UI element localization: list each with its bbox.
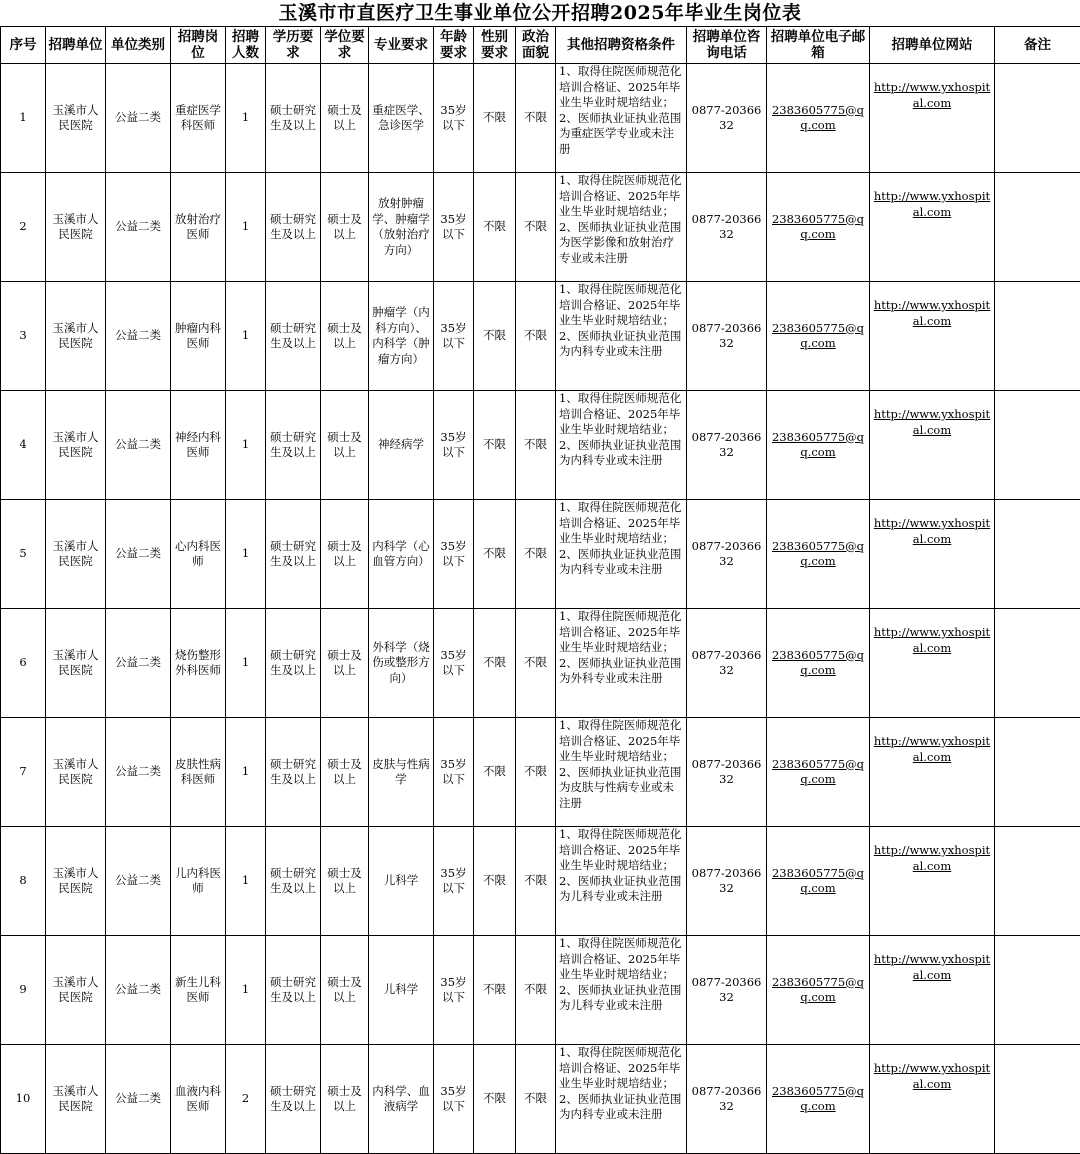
cell-count: 1 — [226, 827, 266, 936]
cell-politics: 不限 — [516, 391, 556, 500]
cell-unit: 玉溪市人民医院 — [46, 609, 106, 718]
cell-post: 重症医学科医师 — [171, 64, 226, 173]
header-major: 专业要求 — [369, 27, 434, 64]
cell-note — [995, 936, 1080, 1045]
cell-degree: 硕士及以上 — [321, 391, 369, 500]
email-link[interactable]: 2383605775@qq.com — [772, 866, 864, 896]
cell-major: 内科学（心血管方向） — [369, 500, 434, 609]
cell-phone: 0877-2036632 — [687, 64, 767, 173]
header-gender: 性别要求 — [474, 27, 516, 64]
cell-politics: 不限 — [516, 718, 556, 827]
cell-phone: 0877-2036632 — [687, 282, 767, 391]
cell-politics: 不限 — [516, 827, 556, 936]
cell-website — [870, 609, 995, 718]
cell-no: 10 — [1, 1045, 46, 1154]
cell-website — [870, 827, 995, 936]
cell-politics: 不限 — [516, 1045, 556, 1154]
cell-age: 35岁以下 — [434, 718, 474, 827]
cell-no: 9 — [1, 936, 46, 1045]
cell-email — [767, 936, 870, 1045]
cell-category: 公益二类 — [106, 936, 171, 1045]
cell-email — [767, 500, 870, 609]
header-phone: 招聘单位咨询电话 — [687, 27, 767, 64]
header-post: 招聘岗位 — [171, 27, 226, 64]
cell-gender: 不限 — [474, 827, 516, 936]
cell-major: 皮肤与性病学 — [369, 718, 434, 827]
email-link[interactable]: 2383605775@qq.com — [772, 757, 864, 787]
cell-category: 公益二类 — [106, 827, 171, 936]
table-body — [1, 64, 1080, 1154]
cell-category: 公益二类 — [106, 64, 171, 173]
cell-count: 1 — [226, 609, 266, 718]
cell-email — [767, 391, 870, 500]
cell-major: 神经病学 — [369, 391, 434, 500]
email-link[interactable]: 2383605775@qq.com — [772, 103, 864, 133]
email-link[interactable]: 2383605775@qq.com — [772, 321, 864, 351]
cell-post: 新生儿科医师 — [171, 936, 226, 1045]
website-link[interactable]: http://www.yxhospital.com — [874, 80, 990, 110]
cell-degree: 硕士及以上 — [321, 609, 369, 718]
cell-category: 公益二类 — [106, 282, 171, 391]
cell-unit: 玉溪市人民医院 — [46, 936, 106, 1045]
header-seq: 序号 — [1, 27, 46, 64]
cell-phone: 0877-2036632 — [687, 173, 767, 282]
cell-website — [870, 64, 995, 173]
cell-count: 1 — [226, 500, 266, 609]
website-link[interactable]: http://www.yxhospital.com — [874, 1061, 990, 1091]
cell-gender: 不限 — [474, 64, 516, 173]
table-row — [1, 718, 1080, 827]
cell-major: 外科学（烧伤或整形方向） — [369, 609, 434, 718]
website-link[interactable]: http://www.yxhospital.com — [874, 407, 990, 437]
email-link[interactable]: 2383605775@qq.com — [772, 430, 864, 460]
cell-no: 4 — [1, 391, 46, 500]
cell-education: 硕士研究生及以上 — [266, 827, 321, 936]
cell-unit: 玉溪市人民医院 — [46, 173, 106, 282]
cell-education: 硕士研究生及以上 — [266, 173, 321, 282]
cell-gender: 不限 — [474, 1045, 516, 1154]
cell-age: 35岁以下 — [434, 1045, 474, 1154]
cell-politics: 不限 — [516, 500, 556, 609]
table-row — [1, 64, 1080, 173]
cell-category: 公益二类 — [106, 500, 171, 609]
cell-age: 35岁以下 — [434, 827, 474, 936]
email-link[interactable]: 2383605775@qq.com — [772, 539, 864, 569]
table-header-row — [1, 27, 1080, 64]
cell-no: 8 — [1, 827, 46, 936]
cell-conditions: 1、取得住院医师规范化培训合格证、2025年毕业生毕业时规培结业；2、医师执业证执业范围为内科专业或未注册 — [556, 1045, 687, 1154]
cell-email — [767, 64, 870, 173]
cell-conditions: 1、取得住院医师规范化培训合格证、2025年毕业生毕业时规培结业；2、医师执业证执业范围为内科专业或未注册 — [556, 391, 687, 500]
cell-email — [767, 173, 870, 282]
cell-category: 公益二类 — [106, 391, 171, 500]
header-category: 单位类别 — [106, 27, 171, 64]
header-conditions: 其他招聘资格条件 — [556, 27, 687, 64]
cell-gender: 不限 — [474, 609, 516, 718]
table-row — [1, 391, 1080, 500]
cell-category: 公益二类 — [106, 718, 171, 827]
cell-email — [767, 609, 870, 718]
cell-gender: 不限 — [474, 718, 516, 827]
cell-post: 皮肤性病科医师 — [171, 718, 226, 827]
cell-unit: 玉溪市人民医院 — [46, 1045, 106, 1154]
cell-category: 公益二类 — [106, 1045, 171, 1154]
cell-note — [995, 609, 1080, 718]
cell-note — [995, 282, 1080, 391]
cell-website — [870, 282, 995, 391]
cell-education: 硕士研究生及以上 — [266, 282, 321, 391]
cell-conditions: 1、取得住院医师规范化培训合格证、2025年毕业生毕业时规培结业；2、医师执业证执业范围为内科专业或未注册 — [556, 282, 687, 391]
cell-education: 硕士研究生及以上 — [266, 391, 321, 500]
cell-education: 硕士研究生及以上 — [266, 936, 321, 1045]
website-link[interactable]: http://www.yxhospital.com — [874, 189, 990, 219]
cell-no: 7 — [1, 718, 46, 827]
cell-count: 1 — [226, 936, 266, 1045]
cell-age: 35岁以下 — [434, 391, 474, 500]
cell-politics: 不限 — [516, 936, 556, 1045]
cell-major: 放射肿瘤学、肿瘤学（放射治疗方向） — [369, 173, 434, 282]
cell-note — [995, 391, 1080, 500]
cell-degree: 硕士及以上 — [321, 1045, 369, 1154]
cell-phone: 0877-2036632 — [687, 391, 767, 500]
cell-unit: 玉溪市人民医院 — [46, 827, 106, 936]
header-education: 学历要求 — [266, 27, 321, 64]
cell-post: 血液内科医师 — [171, 1045, 226, 1154]
cell-education: 硕士研究生及以上 — [266, 64, 321, 173]
cell-website — [870, 718, 995, 827]
cell-email — [767, 718, 870, 827]
email-link[interactable]: 2383605775@qq.com — [772, 975, 864, 1005]
cell-post: 烧伤整形外科医师 — [171, 609, 226, 718]
cell-unit: 玉溪市人民医院 — [46, 391, 106, 500]
cell-note — [995, 500, 1080, 609]
cell-email — [767, 1045, 870, 1154]
cell-phone: 0877-2036632 — [687, 500, 767, 609]
cell-gender: 不限 — [474, 391, 516, 500]
website-link[interactable]: http://www.yxhospital.com — [874, 516, 990, 546]
cell-politics: 不限 — [516, 282, 556, 391]
cell-degree: 硕士及以上 — [321, 64, 369, 173]
website-link[interactable]: http://www.yxhospital.com — [874, 298, 990, 328]
cell-gender: 不限 — [474, 282, 516, 391]
cell-email — [767, 827, 870, 936]
website-link[interactable]: http://www.yxhospital.com — [874, 625, 990, 655]
cell-age: 35岁以下 — [434, 609, 474, 718]
cell-conditions: 1、取得住院医师规范化培训合格证、2025年毕业生毕业时规培结业；2、医师执业证执业范围为儿科专业或未注册 — [556, 827, 687, 936]
header-website: 招聘单位网站 — [870, 27, 995, 64]
cell-conditions: 1、取得住院医师规范化培训合格证、2025年毕业生毕业时规培结业；2、医师执业证执业范围为外科专业或未注册 — [556, 609, 687, 718]
cell-unit: 玉溪市人民医院 — [46, 64, 106, 173]
table-row — [1, 827, 1080, 936]
cell-note — [995, 64, 1080, 173]
cell-age: 35岁以下 — [434, 500, 474, 609]
cell-politics: 不限 — [516, 173, 556, 282]
table-row — [1, 282, 1080, 391]
cell-gender: 不限 — [474, 936, 516, 1045]
cell-politics: 不限 — [516, 64, 556, 173]
job-positions-table — [0, 26, 1080, 1154]
cell-no: 5 — [1, 500, 46, 609]
table-row — [1, 936, 1080, 1045]
cell-note — [995, 173, 1080, 282]
cell-website — [870, 500, 995, 609]
cell-post: 儿内科医师 — [171, 827, 226, 936]
header-age: 年龄要求 — [434, 27, 474, 64]
email-link[interactable]: 2383605775@qq.com — [772, 212, 864, 242]
cell-no: 6 — [1, 609, 46, 718]
header-email: 招聘单位电子邮箱 — [767, 27, 870, 64]
table-row — [1, 500, 1080, 609]
cell-unit: 玉溪市人民医院 — [46, 718, 106, 827]
table-row — [1, 1045, 1080, 1154]
cell-post: 神经内科医师 — [171, 391, 226, 500]
cell-gender: 不限 — [474, 500, 516, 609]
header-note: 备注 — [995, 27, 1080, 64]
cell-major: 内科学、血液病学 — [369, 1045, 434, 1154]
cell-gender: 不限 — [474, 173, 516, 282]
cell-no: 3 — [1, 282, 46, 391]
cell-phone: 0877-2036632 — [687, 827, 767, 936]
cell-category: 公益二类 — [106, 173, 171, 282]
cell-major: 儿科学 — [369, 936, 434, 1045]
cell-politics: 不限 — [516, 609, 556, 718]
email-link[interactable]: 2383605775@qq.com — [772, 1084, 864, 1114]
cell-degree: 硕士及以上 — [321, 282, 369, 391]
cell-no: 1 — [1, 64, 46, 173]
cell-website — [870, 1045, 995, 1154]
cell-post: 肿瘤内科医师 — [171, 282, 226, 391]
cell-no: 2 — [1, 173, 46, 282]
cell-degree: 硕士及以上 — [321, 500, 369, 609]
cell-major: 儿科学 — [369, 827, 434, 936]
cell-website — [870, 173, 995, 282]
cell-phone: 0877-2036632 — [687, 609, 767, 718]
cell-education: 硕士研究生及以上 — [266, 1045, 321, 1154]
cell-conditions: 1、取得住院医师规范化培训合格证、2025年毕业生毕业时规培结业；2、医师执业证执业范围为重症医学专业或未注册 — [556, 64, 687, 173]
table-title: 玉溪市市直医疗卫生事业单位公开招聘2025年毕业生岗位表 — [0, 0, 1080, 26]
cell-age: 35岁以下 — [434, 282, 474, 391]
cell-degree: 硕士及以上 — [321, 173, 369, 282]
email-link[interactable]: 2383605775@qq.com — [772, 648, 864, 678]
cell-note — [995, 718, 1080, 827]
cell-email — [767, 282, 870, 391]
cell-count: 1 — [226, 64, 266, 173]
header-unit: 招聘单位 — [46, 27, 106, 64]
cell-conditions: 1、取得住院医师规范化培训合格证、2025年毕业生毕业时规培结业；2、医师执业证执业范围为儿科专业或未注册 — [556, 936, 687, 1045]
cell-phone: 0877-2036632 — [687, 1045, 767, 1154]
header-degree: 学位要求 — [321, 27, 369, 64]
website-link[interactable]: http://www.yxhospital.com — [874, 952, 990, 982]
cell-count: 2 — [226, 1045, 266, 1154]
cell-unit: 玉溪市人民医院 — [46, 282, 106, 391]
header-politics: 政治面貌 — [516, 27, 556, 64]
cell-category: 公益二类 — [106, 609, 171, 718]
cell-conditions: 1、取得住院医师规范化培训合格证、2025年毕业生毕业时规培结业；2、医师执业证执业范围为医学影像和放射治疗专业或未注册 — [556, 173, 687, 282]
cell-website — [870, 391, 995, 500]
cell-education: 硕士研究生及以上 — [266, 609, 321, 718]
cell-post: 放射治疗医师 — [171, 173, 226, 282]
cell-post: 心内科医师 — [171, 500, 226, 609]
website-link[interactable]: http://www.yxhospital.com — [874, 843, 990, 873]
cell-education: 硕士研究生及以上 — [266, 718, 321, 827]
cell-phone: 0877-2036632 — [687, 936, 767, 1045]
cell-major: 肿瘤学（内科方向）、内科学（肿瘤方向） — [369, 282, 434, 391]
cell-education: 硕士研究生及以上 — [266, 500, 321, 609]
table-row — [1, 609, 1080, 718]
cell-note — [995, 827, 1080, 936]
cell-phone: 0877-2036632 — [687, 718, 767, 827]
cell-count: 1 — [226, 173, 266, 282]
cell-count: 1 — [226, 391, 266, 500]
website-link[interactable]: http://www.yxhospital.com — [874, 734, 990, 764]
cell-age: 35岁以下 — [434, 64, 474, 173]
cell-conditions: 1、取得住院医师规范化培训合格证、2025年毕业生毕业时规培结业；2、医师执业证执业范围为内科专业或未注册 — [556, 500, 687, 609]
cell-degree: 硕士及以上 — [321, 718, 369, 827]
cell-major: 重症医学、急诊医学 — [369, 64, 434, 173]
cell-count: 1 — [226, 282, 266, 391]
cell-conditions: 1、取得住院医师规范化培训合格证、2025年毕业生毕业时规培结业；2、医师执业证执业范围为皮肤与性病专业或未注册 — [556, 718, 687, 827]
table-row — [1, 173, 1080, 282]
cell-note — [995, 1045, 1080, 1154]
cell-age: 35岁以下 — [434, 173, 474, 282]
header-count: 招聘人数 — [226, 27, 266, 64]
cell-website — [870, 936, 995, 1045]
cell-age: 35岁以下 — [434, 936, 474, 1045]
cell-unit: 玉溪市人民医院 — [46, 500, 106, 609]
cell-degree: 硕士及以上 — [321, 827, 369, 936]
cell-count: 1 — [226, 718, 266, 827]
cell-degree: 硕士及以上 — [321, 936, 369, 1045]
